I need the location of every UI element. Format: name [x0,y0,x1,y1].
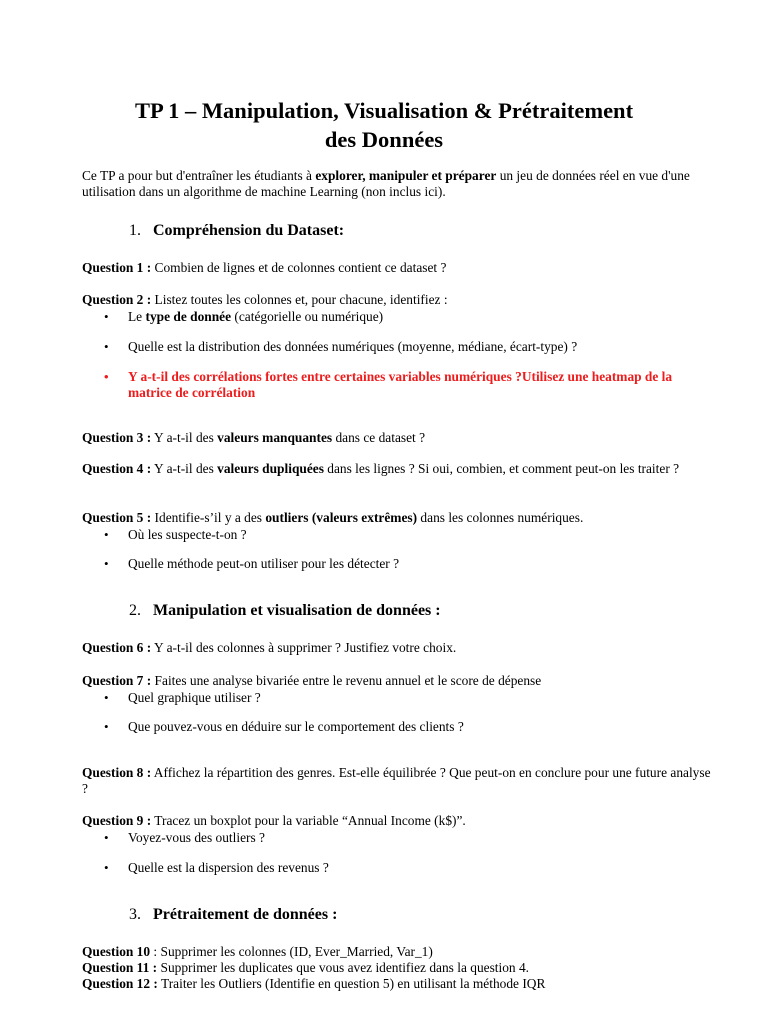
question-text: Affichez la répartition des genres. Est-elle équilibrée ? Que peut-on en conclure pour une future analyse ? [82,765,711,796]
question-6 [82,640,714,656]
question-12 [82,976,714,992]
question-label: Question 10 [82,944,151,959]
question-text: Tracez un boxplot pour la variable “Annual Income (k$)”. [151,813,466,828]
text-run: Le [128,309,146,324]
question-text: Faites une analyse bivariée entre le revenu annuel et le score de dépense [151,673,542,688]
title-line-2: des Données [324,127,444,152]
question-label: Question 1 : [82,260,152,275]
question-label: Question 12 : [82,976,158,991]
intro-text-end: un jeu de données réel en vue d'une utilisation dans un algorithme de machine Learning (non inclus ici). [82,168,690,199]
question-text: Combien de lignes et de colonnes contient ce dataset ? [151,260,447,275]
list-item-text: Où les suspecte-t-on ? [128,527,247,542]
text-run-bold: valeurs manquantes [217,430,333,445]
list-item-text: Quelle est la dispersion des revenus ? [128,860,329,875]
list-item-text: Quelle méthode peut-on utiliser pour les détecter ? [128,556,400,571]
question-5 [82,510,714,526]
bullet-icon: • [104,690,109,705]
list-item-text: Quelle est la distribution des données numériques (moyenne, médiane, écart-type) ? [128,339,578,354]
intro-paragraph [82,168,714,200]
text-run: dans les lignes ? Si oui, combien, et comment peut-on les traiter ? [323,461,680,476]
question-label: Question 7 : [82,673,152,688]
list-item-text-highlight: Y a-t-il des corrélations fortes entre certaines variables numériques ?Utilisez une heatmap de la matrice de corrélation [128,369,673,400]
question-8 [82,765,714,797]
text-run: (catégorielle ou numérique) [231,309,384,324]
text-run: dans les colonnes numériques. [417,510,584,525]
section-label: Prétraitement de données : [153,906,338,923]
question-label: Question 2 : [82,292,152,307]
question-text: Supprimer les duplicates que vous avez identifiez dans la question 4. [157,960,530,975]
text-run: Identifie-s’il y a des [151,510,266,525]
section-heading-3 [129,905,337,925]
intro-bold: explorer, manipuler et préparer [315,168,497,183]
text-run-bold: valeurs dupliquées [217,461,324,476]
question-2 [82,292,714,308]
text-run-bold: outliers (valeurs extrêmes) [265,510,418,525]
list-item-text: Voyez-vous des outliers ? [128,830,265,845]
list-item-text: Quel graphique utiliser ? [128,690,261,705]
question-label: Question 3 : [82,430,152,445]
list-item-text: Que pouvez-vous en déduire sur le comportement des clients ? [128,719,464,734]
text-run: dans ce dataset ? [332,430,426,445]
document-title [60,96,708,154]
question-1 [82,260,714,276]
question-3 [82,430,714,446]
bullet-icon: • [104,309,109,324]
text-run-bold: type de donnée [145,309,232,324]
question-text: : Supprimer les colonnes (ID, Ever_Married, Var_1) [150,944,433,959]
bullet-icon: • [104,527,109,542]
question-label: Question 6 : [82,640,152,655]
intro-text-start: Ce TP a pour but d'entraîner les étudiants à [82,168,316,183]
section-label: Compréhension du Dataset: [153,222,345,239]
text-run: Y a-t-il des [151,430,218,445]
question-text: Traiter les Outliers (Identifie en question 5) en utilisant la méthode IQR [157,976,546,991]
question-label: Question 5 : [82,510,152,525]
bullet-icon: • [104,719,109,734]
bullet-icon: • [104,339,109,354]
section-label: Manipulation et visualisation de données : [153,602,441,619]
question-4 [82,461,714,477]
section-number: 3. [129,906,141,923]
question-11 [82,960,714,976]
question-label: Question 9 : [82,813,152,828]
question-label: Question 11 : [82,960,158,975]
question-7 [82,673,714,689]
title-line-1: TP 1 – Manipulation, Visualisation & Prétraitement [134,98,634,123]
section-heading-1 [129,221,344,241]
bullet-icon: • [104,830,109,845]
question-label: Question 4 : [82,461,152,476]
question-label: Question 8 : [82,765,152,780]
bullet-icon: • [104,556,109,571]
section-heading-2 [129,601,441,621]
question-10 [82,944,714,960]
bullet-icon: • [104,369,109,384]
bullet-icon: • [104,860,109,875]
section-number: 2. [129,602,141,619]
text-run: Y a-t-il des [151,461,218,476]
section-number: 1. [129,222,141,239]
list-item-text [128,309,688,325]
question-9 [82,813,714,829]
question-text: Listez toutes les colonnes et, pour chacune, identifiez : [151,292,448,307]
question-text: Y a-t-il des colonnes à supprimer ? Justifiez votre choix. [151,640,457,655]
